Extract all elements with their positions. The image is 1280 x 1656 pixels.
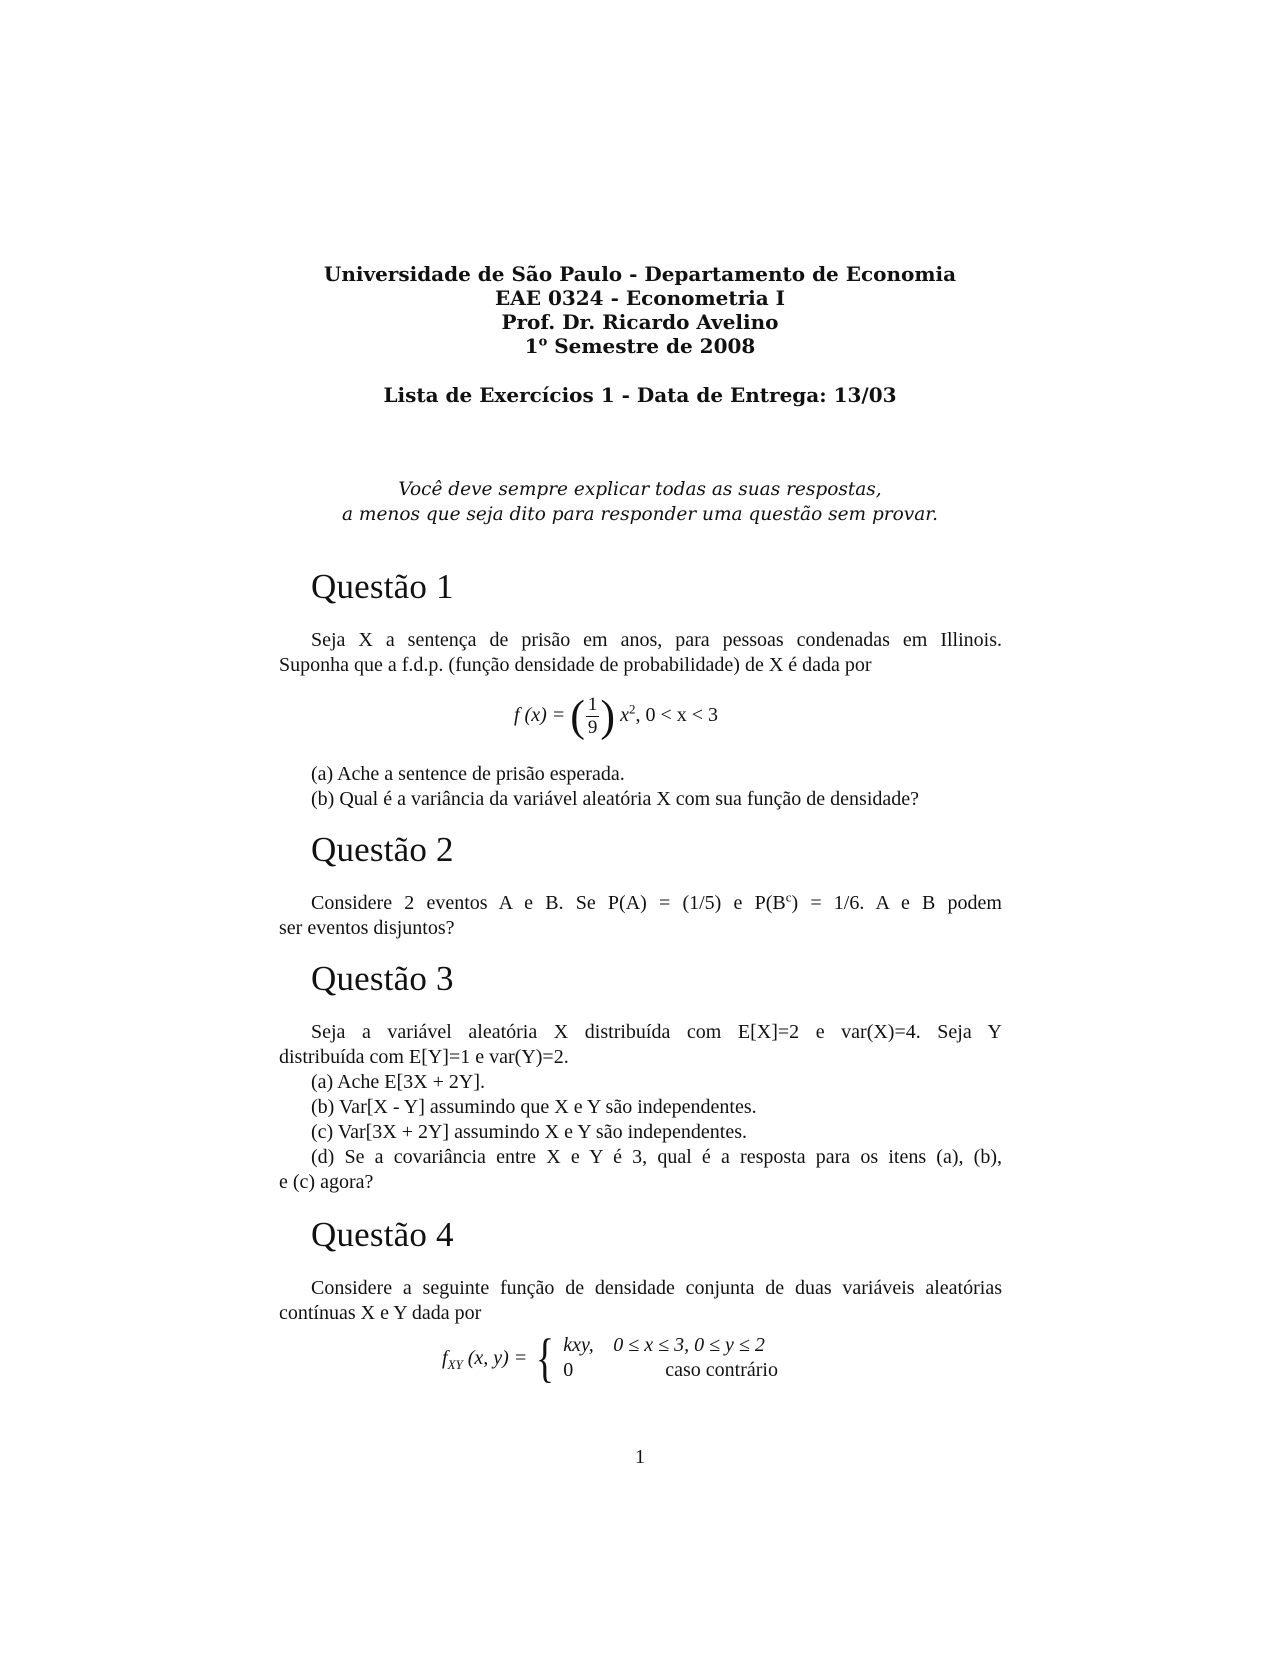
q1-item-a: (a) Ache a sentence de prisão esperada. — [311, 763, 625, 785]
q4-line-1: Considere a seguinte função de densidade conjunta de duas variáveis aleatórias — [311, 1277, 1002, 1299]
q4-case-2 — [563, 1358, 778, 1383]
q4-case-1-value: kxy, — [563, 1334, 594, 1356]
header-university: Universidade de São Paulo - Departamento de Economia — [323, 262, 957, 286]
q3-item-d-line-1: (d) Se a covariância entre X e Y é 3, qual é a resposta para os itens (a), (b), — [311, 1146, 1002, 1168]
q3-item-c: (c) Var[3X + 2Y] assumindo X e Y são independentes. — [311, 1121, 747, 1143]
q1-eq-variable: x — [620, 704, 629, 727]
q4-heading: Questão 4 — [311, 1215, 454, 1254]
q1-paragraph — [279, 628, 1002, 678]
q4-case-2-value: 0 — [563, 1359, 574, 1381]
q3-line-1: Seja a variável aleatória X distribuída com E[X]=2 e var(X)=4. Seja Y — [311, 1021, 1002, 1043]
q4-case-2-condition: caso contrário — [665, 1359, 778, 1381]
q1-line-2: Suponha que a f.d.p. (função densidade de probabilidade) de X é dada por — [279, 654, 872, 676]
semester-number: 1 — [524, 334, 539, 358]
q1-heading: Questão 1 — [311, 567, 454, 606]
list-title: Lista de Exercícios 1 - Data de Entrega: 13/03 — [383, 383, 897, 407]
page-number: 1 — [635, 1446, 645, 1468]
semester-text: Semestre de 2008 — [547, 334, 756, 358]
q2-line-1 — [279, 891, 1002, 916]
q4-eq-lhs — [442, 1346, 527, 1371]
q2-line-1-post: ) = 1/6. A e B podem — [791, 892, 1002, 914]
q4-case-1-condition: 0 ≤ x ≤ 3, 0 ≤ y ≤ 2 — [613, 1334, 765, 1356]
q4-case-1 — [563, 1333, 778, 1358]
q1-eq-lhs: f (x) = — [514, 704, 566, 727]
q2-line-1-pre: Considere 2 eventos A e B. Se P(A) = (1/5) e P(B — [311, 892, 786, 914]
q2-line-2: ser eventos disjuntos? — [279, 917, 455, 939]
q4-paragraph — [279, 1276, 1002, 1326]
q4-eq-args: (x, y) = — [462, 1346, 528, 1369]
q1-items — [279, 762, 1002, 812]
q3-heading: Questão 3 — [311, 959, 454, 998]
header-semester — [0, 334, 1280, 358]
q1-eq-fraction — [586, 694, 600, 739]
notice-line-1: Você deve sempre explicar todas as suas respostas, — [398, 479, 882, 500]
q1-eq-exponent: 2 — [628, 701, 636, 717]
q4-eq-brace: { — [536, 1328, 555, 1388]
q2-paragraph — [279, 891, 1002, 941]
header-course: EAE 0324 - Econometria I — [494, 286, 786, 310]
q1-item-b: (b) Qual é a variância da variável aleatória X com sua função de densidade? — [311, 788, 920, 810]
q4-eq-cases — [563, 1333, 778, 1383]
q3-item-b: (b) Var[X - Y] assumindo que X e Y são independentes. — [311, 1096, 757, 1118]
notice-line-2: a menos que seja dito para responder uma questão sem provar. — [342, 504, 938, 525]
semester-ordinal: o — [538, 334, 548, 350]
q2-heading: Questão 2 — [311, 830, 454, 869]
q1-eq-denominator: 9 — [587, 717, 598, 738]
q1-line-1: Seja X a sentença de prisão em anos, para pessoas condenadas em Illinois. — [311, 629, 1002, 651]
q4-equation — [442, 1328, 778, 1388]
q1-eq-numerator: 1 — [587, 694, 598, 715]
q3-item-d-line-2: e (c) agora? — [279, 1171, 374, 1193]
q2-complement-sup: c — [785, 889, 792, 905]
q4-eq-f: f — [442, 1346, 448, 1369]
q3-line-2: distribuída com E[Y]=1 e var(Y)=2. — [279, 1046, 569, 1068]
header-professor: Prof. Dr. Ricardo Avelino — [501, 310, 779, 334]
q3-item-a: (a) Ache E[3X + 2Y]. — [311, 1071, 485, 1093]
q3-paragraph — [279, 1020, 1002, 1195]
q1-eq-domain: , 0 < x < 3 — [635, 704, 719, 727]
q1-eq-left-paren: ( — [570, 691, 585, 741]
q4-eq-subscript: XY — [447, 1356, 463, 1372]
q4-line-2: contínuas X e Y dada por — [279, 1302, 482, 1324]
q1-eq-right-paren: ) — [600, 691, 616, 741]
q1-equation — [514, 691, 719, 741]
